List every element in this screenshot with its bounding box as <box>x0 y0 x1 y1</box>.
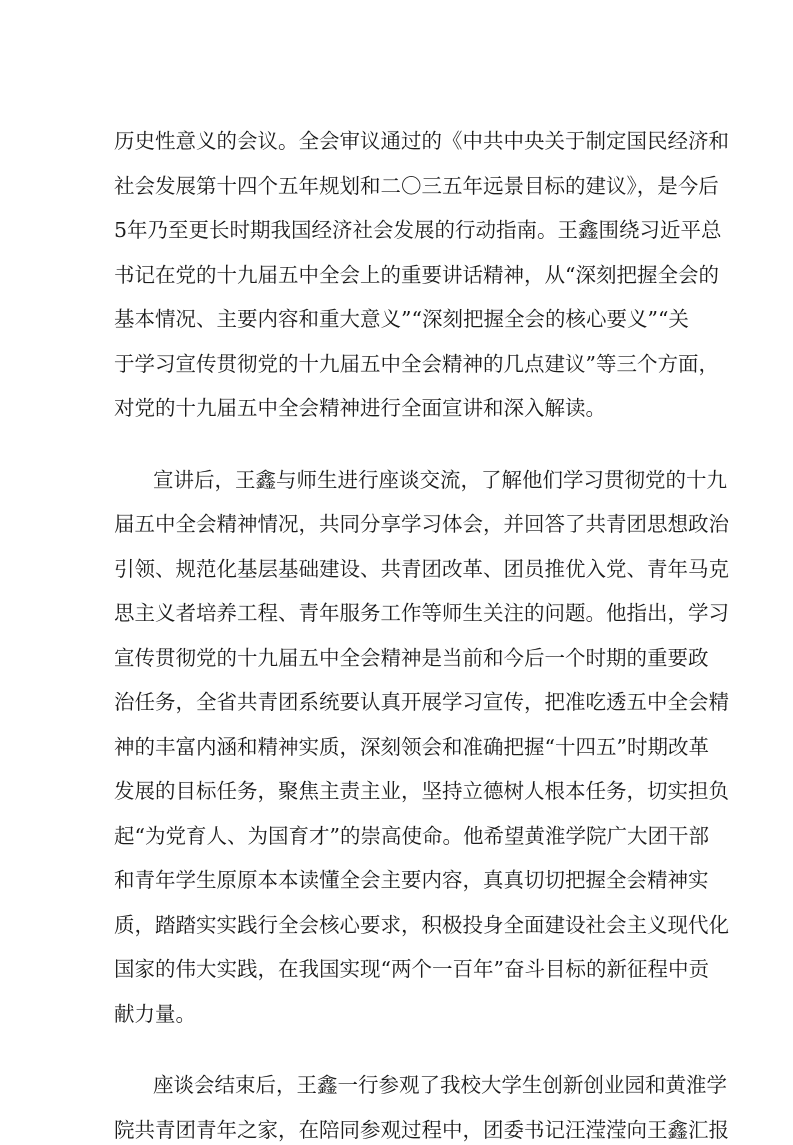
paragraph-2-line-6: 治任务，全省共青团系统要认真开展学习宣传，把准吃透五中全会精 <box>114 690 729 714</box>
paragraph-3-line-1: 座谈会结束后，王鑫一行参观了我校大学生创新创业园和黄淮学 <box>153 1073 727 1097</box>
paragraph-2-line-10: 和青年学生原原本本读懂全会主要内容，真真切切把握全会精神实 <box>114 868 709 892</box>
paragraph-1-line-6: 于学习宣传贯彻党的十九届五中全会精神的几点建议”等三个方面， <box>114 351 719 376</box>
paragraph-2-line-7: 神的丰富内涵和精神实质，深刻领会和准确把握“十四五”时期改革 <box>114 734 709 759</box>
paragraph-2-line-1: 宣讲后，王鑫与师生进行座谈交流，了解他们学习贯彻党的十九 <box>153 467 727 492</box>
paragraph-2-line-3: 引领、规范化基层基础建设、共青团改革、团员推优入党、青年马克 <box>114 556 729 581</box>
paragraph-2-line-12: 国家的伟大实践，在我国实现“两个一百年”奋斗目标的新征程中贡 <box>114 957 709 981</box>
paragraph-2-line-8: 发展的目标任务，聚焦主责主业，坚持立德树人根本任务，切实担负 <box>114 779 729 803</box>
paragraph-2-line-11: 质，踏踏实实践行全会核心要求，积极投身全面建设社会主义现代化 <box>114 912 729 937</box>
paragraph-1-line-3: 5年乃至更长时期我国经济社会发展的行动指南。王鑫围绕习近平总 <box>114 218 722 242</box>
paragraph-1-line-1: 历史性意义的会议。全会审议通过的《中共中央关于制定国民经济和 <box>114 129 729 153</box>
paragraph-1-line-2: 社会发展第十四个五年规划和二〇三五年远景目标的建议》，是今后 <box>114 173 719 198</box>
paragraph-1-line-7: 对党的十九届五中全会精神进行全面宣讲和深入解读。 <box>114 396 606 420</box>
paragraph-2-line-13: 献力量。 <box>114 1001 196 1026</box>
paragraph-3-line-2: 院共青团青年之家，在陪同参观过程中，团委书记汪滢滢向王鑫汇报 <box>114 1117 729 1142</box>
paragraph-2-line-5: 宣传贯彻党的十九届五中全会精神是当前和今后一个时期的重要政 <box>114 645 709 670</box>
paragraph-2-line-2: 届五中全会精神情况，共同分享学习体会，并回答了共青团思想政治 <box>114 512 729 536</box>
paragraph-1-line-5: 基本情况、主要内容和重大意义”“深刻把握全会的核心要义”“关 <box>114 307 689 331</box>
paragraph-1-line-4: 书记在党的十九届五中全会上的重要讲话精神，从“深刻把握全会的 <box>114 262 719 287</box>
paragraph-2-line-9: 起“为党育人、为国育才”的崇高使命。他希望黄淮学院广大团干部 <box>114 823 709 848</box>
paragraph-2-line-4: 思主义者培养工程、青年服务工作等师生关注的问题。他指出，学习 <box>114 601 729 625</box>
